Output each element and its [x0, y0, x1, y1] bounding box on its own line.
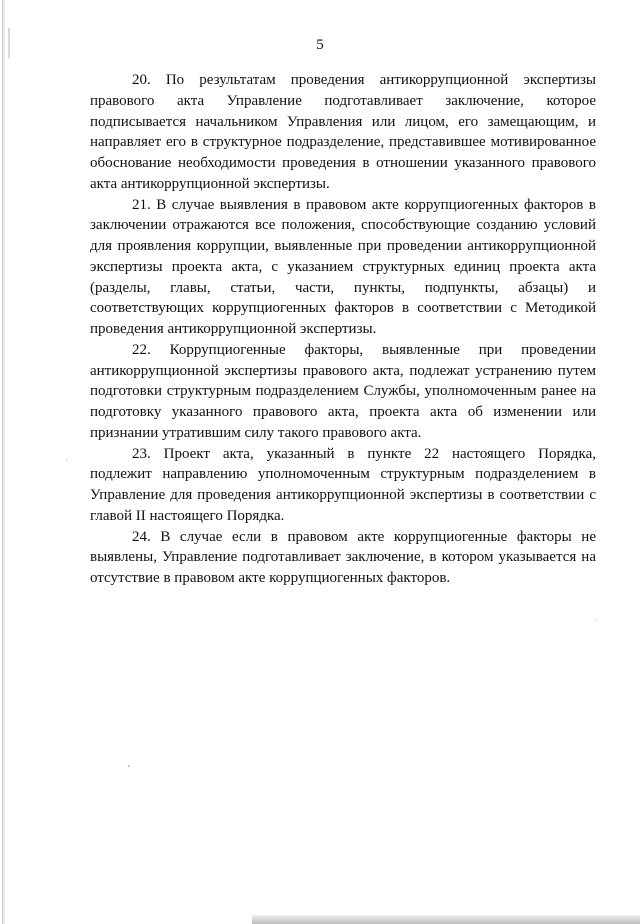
scan-speck [66, 460, 67, 461]
text-line: главой II настоящего Порядка. [90, 507, 285, 524]
text-line: соответствующих коррупциогенных факторов в соответствии с Методикой [90, 300, 596, 317]
text-line: подготовку указанного правового акта, проекта акта об изменении или [90, 404, 596, 420]
text-line: отсутствие в правовом акте коррупциогенных факторов. [90, 570, 451, 586]
text-line: проведения антикоррупционной экспертизы. [90, 321, 377, 337]
text-line: для проявления коррупции, выявленные при проведении антикоррупционной [90, 238, 596, 254]
text-line: направляет его в структурное подразделение, представившее мотивированное [90, 134, 596, 151]
scan-speck [596, 620, 597, 621]
text-line: 23. Проект акта, указанный в пункте 22 настоящего Порядка, [132, 445, 596, 462]
text-line: (разделы, главы, статьи, части, пункты, подпункты, абзацы) и [90, 279, 596, 296]
text-line: заключении отражаются все положения, способствующие созданию условий [90, 217, 596, 234]
paragraph-24 [90, 527, 596, 589]
text-line: обоснование необходимости проведения в отношении указанного правового [90, 155, 596, 171]
scan-left-edge [2, 0, 5, 924]
text-line: признании утратившим силу такого правового акта. [90, 424, 422, 441]
text-line: 22. Коррупциогенные факторы, выявленные при проведении [132, 341, 596, 358]
scan-speck [128, 765, 130, 767]
text-line: антикоррупционной экспертизы правового акта, подлежат устранению путем [90, 362, 596, 379]
text-line: подлежит направлению уполномоченным структурным подразделением в [90, 466, 596, 483]
text-line: правового акта Управление подготавливает заключение, которое [90, 92, 596, 109]
paragraph-20 [90, 70, 596, 195]
page-number: 5 [316, 37, 324, 53]
text-line: 24. В случае если в правовом акте коррупциогенные факторы не [132, 528, 596, 545]
document-body [90, 70, 596, 589]
paragraph-21 [90, 195, 596, 340]
scan-bottom-edge [252, 915, 640, 924]
text-line: выявлены, Управление подготавливает заключение, в котором указывается на [90, 549, 596, 566]
text-line: экспертизы проекта акта, с указанием структурных единиц проекта акта [90, 258, 596, 275]
text-line: 20. По результатам проведения антикоррупционной экспертизы [132, 72, 596, 88]
text-line: подготовки структурным подразделением Службы, уполномоченным ранее на [90, 383, 596, 400]
text-line: 21. В случае выявления в правовом акте коррупциогенных факторов в [132, 196, 596, 213]
paragraph-23 [90, 444, 596, 527]
text-line: акта антикоррупционной экспертизы. [90, 175, 330, 192]
paragraph-22 [90, 340, 596, 444]
text-line: подписывается начальником Управления или лицом, его замещающим, и [90, 113, 596, 130]
text-line: Управление для проведения антикоррупционной экспертизы в соответствии с [90, 487, 596, 503]
